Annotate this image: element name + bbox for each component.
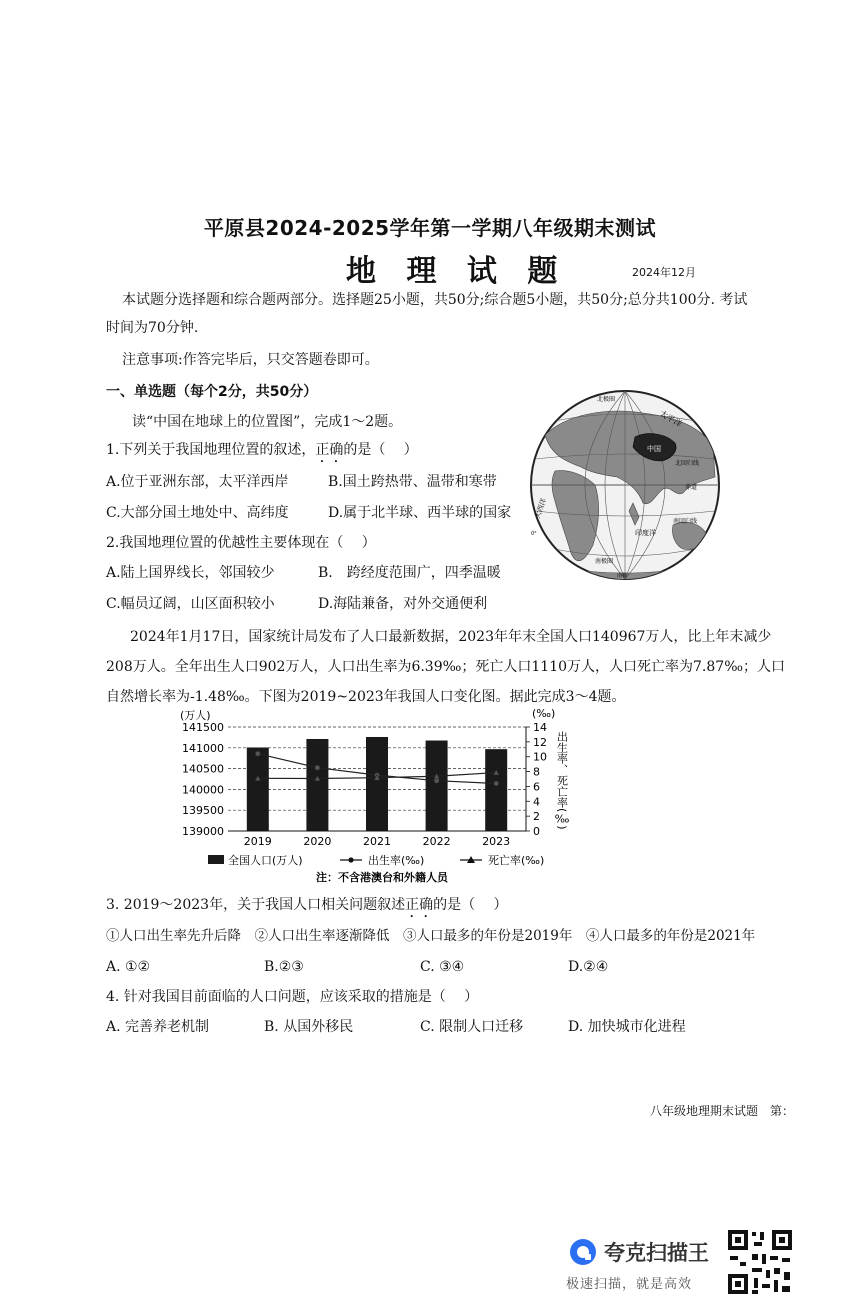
x-tick-label: 2019	[243, 835, 272, 848]
scanner-brand-name: 夸克扫描王	[604, 1241, 709, 1265]
intro-line-1: 本试题分选择题和综合题两部分。选择题25小题，共50分;综合题5小题，共50分;总分共100分. 考试	[122, 292, 748, 308]
globe-figure	[525, 385, 725, 585]
q1-stem-post: 的是（ ）	[343, 442, 418, 458]
scanner-logo-icon	[568, 1237, 598, 1267]
q3-option-b: B.②③	[264, 959, 304, 975]
q4-stem: 4. 针对我国目前面临的人口问题，应该采取的措施是（ ）	[106, 989, 479, 1005]
chart-left-unit: (万人)	[180, 709, 211, 722]
legend-label-birth: 出生率(‰)	[368, 854, 425, 867]
passage-line-2: 208万人。全年出生人口902万人，人口出生率为6.39‰；死亡人口1110万人，人口死亡率为7.87‰；人口	[106, 659, 785, 675]
scanner-slogan: 极速扫描，就是高效	[566, 1277, 693, 1292]
x-tick-label: 2023	[482, 835, 511, 848]
y-right-tick-label: 14	[533, 721, 547, 734]
globe-label-antarctic: 南极圈	[595, 558, 614, 565]
q1-option-a: A.位于亚洲东部，太平洋西岸	[106, 474, 289, 490]
globe-label-pacific: 太平洋	[658, 408, 684, 429]
x-tick-label: 2020	[303, 835, 332, 848]
point-birth-rate	[315, 765, 320, 770]
x-tick-label: 2021	[363, 835, 391, 848]
q3-statements: ①人口出生率先升后降 ②人口出生率逐渐降低 ③人口最多的年份是2019年 ④人口最多的年份是2021年	[106, 928, 756, 944]
q1-stem	[106, 440, 418, 466]
q4-option-a: A. 完善养老机制	[106, 1019, 210, 1035]
q2-option-c: C.幅员辽阔，山区面积较小	[106, 596, 275, 612]
q3-option-c: C. ③④	[420, 959, 465, 975]
globe-label-atlantic: 大西洋	[533, 497, 549, 520]
chart-right-axis-label: 出生率、死亡率(‰)	[555, 731, 569, 830]
q3-stem-emphasis: 正确	[405, 897, 434, 913]
q1-option-c: C.大部分国土地处中、高纬度	[106, 505, 289, 521]
y-right-tick-label: 10	[533, 750, 547, 764]
qr-code-icon	[726, 1228, 794, 1296]
y-left-tick-label: 139000	[182, 825, 224, 838]
q1-stem-pre: 1.下列关于我国地理位置的叙述，	[106, 442, 316, 458]
bar-population	[306, 739, 328, 831]
q2-stem: 2.我国地理位置的优越性主要体现在（ ）	[106, 535, 376, 551]
y-left-tick-label: 141000	[182, 741, 224, 755]
point-birth-rate	[494, 781, 499, 786]
y-right-tick-label: 12	[533, 735, 547, 749]
q3-stem-post: 的是（ ）	[433, 897, 508, 913]
q4-option-b: B. 从国外移民	[264, 1019, 354, 1035]
q3-option-d: D.②④	[568, 959, 609, 975]
q3-option-a: A. ①②	[106, 959, 151, 975]
exam-date: 2024年12月	[632, 266, 696, 279]
y-left-tick-label: 139500	[182, 804, 224, 818]
passage-line-3: 自然增长率为-1.48‰。下图为2019~2023年我国人口变化图。据此完成3～4题。	[106, 689, 626, 705]
chart-right-unit: (‰)	[532, 707, 556, 720]
globe-label-equator: 赤道	[685, 484, 698, 491]
q1-option-b: B.国土跨热带、温带和寒带	[328, 474, 497, 490]
legend-label-population: 全国人口(万人)	[228, 854, 303, 867]
bar-population	[426, 741, 448, 831]
q4-option-d: D. 加快城市化进程	[568, 1019, 686, 1035]
y-left-tick-label: 140500	[182, 762, 224, 776]
intro-line-2: 时间为70分钟.	[106, 320, 199, 336]
intro-note: 注意事项:作答完毕后，只交答题卷即可。	[122, 352, 379, 368]
y-right-tick-label: 8	[533, 765, 540, 779]
population-chart	[170, 703, 590, 888]
subject-title: 地 理 试 题	[346, 254, 568, 289]
q1-option-d: D.属于北半球、西半球的国家	[328, 505, 512, 521]
legend-swatch-population	[208, 855, 224, 864]
y-left-tick-label: 141500	[182, 721, 224, 734]
globe-label-china: 中国	[647, 445, 661, 453]
bar-population	[366, 737, 388, 831]
q2-option-a: A.陆上国界线长，邻国较少	[106, 565, 275, 581]
legend-label-death: 死亡率(‰)	[488, 854, 545, 867]
x-tick-label: 2022	[422, 835, 451, 848]
q2-option-d: D.海陆兼备，对外交通便利	[318, 596, 488, 612]
q3-stem-pre: 3. 2019～2023年，关于我国人口相关问题叙述	[106, 897, 406, 913]
globe-label-lon: 0°	[531, 531, 537, 537]
y-right-tick-label: 0	[533, 825, 540, 838]
globe-label-south-pole: 南极	[617, 573, 628, 579]
read-prompt: 读“中国在地球上的位置图”，完成1～2题。	[132, 414, 403, 430]
q2-option-b: B. 跨经度范围广，四季温暖	[318, 565, 501, 581]
bar-population	[485, 749, 507, 831]
exam-school-title: 平原县2024-2025学年第一学期八年级期末测试	[203, 216, 657, 240]
q3-stem	[106, 895, 508, 921]
legend-swatch-birth-marker	[348, 857, 353, 862]
globe-label-arctic: 北极圈	[597, 396, 616, 403]
q4-option-c: C. 限制人口迁移	[420, 1019, 524, 1035]
y-right-tick-label: 4	[533, 795, 540, 809]
section-heading: 一、单选题（每个2分，共50分）	[106, 384, 318, 400]
page-footer: 八年级地理期末试题 第：	[649, 1104, 794, 1118]
q1-stem-emphasis: 正确	[315, 442, 344, 458]
globe-label-indian: 印度洋	[635, 529, 656, 537]
globe-label-tropic-s: 南回归线	[673, 518, 698, 525]
point-birth-rate	[255, 751, 260, 756]
bar-population	[247, 747, 269, 831]
chart-note: 注：不含港澳台和外籍人员	[316, 871, 448, 884]
passage-line-1: 2024年1月17日，国家统计局发布了人口最新数据，2023年年末全国人口140967万人，比上年末减少	[130, 629, 772, 645]
y-right-tick-label: 2	[533, 810, 540, 824]
y-left-tick-label: 140000	[182, 783, 224, 797]
scanner-watermark	[566, 1235, 716, 1295]
y-right-tick-label: 6	[533, 780, 540, 794]
globe-label-tropic-n: 北回归线	[675, 460, 700, 467]
